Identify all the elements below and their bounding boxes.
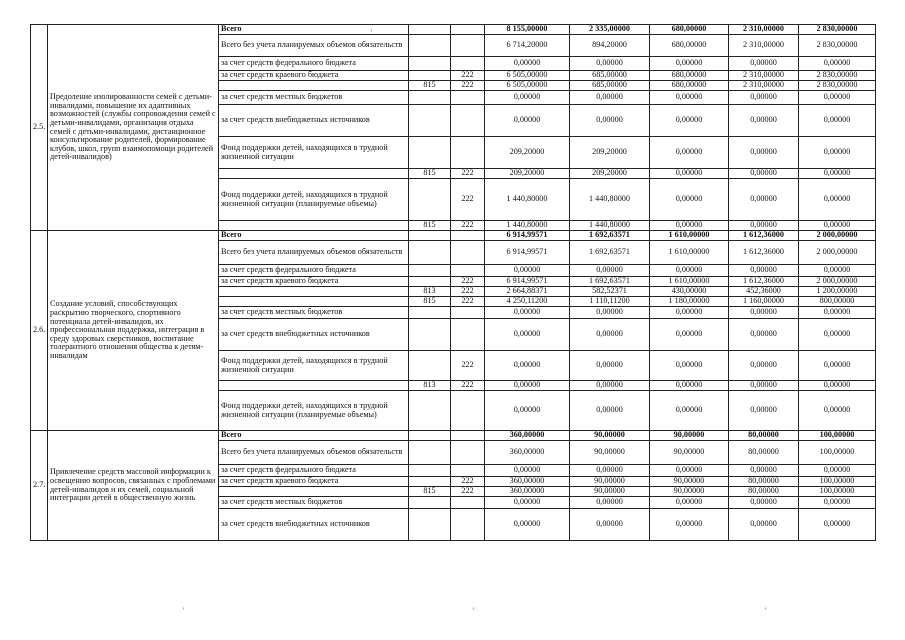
amount-cell: 2 335,00000 [570, 25, 650, 35]
amount-cell: 8 155,00000 [485, 25, 570, 35]
section-code [451, 231, 485, 241]
amount-cell: 2 310,00000 [729, 25, 799, 35]
section-code: 222 [451, 221, 485, 231]
amount-cell: 1 440,80000 [570, 179, 650, 221]
amount-cell: 1 692,63571 [570, 241, 650, 265]
amount-cell: 0,00000 [485, 319, 570, 351]
amount-cell: 2 664,88371 [485, 287, 570, 297]
amount-cell: 0,00000 [570, 105, 650, 137]
amount-cell: 0,00000 [485, 351, 570, 381]
section-code [451, 241, 485, 265]
amount-cell: 0,00000 [570, 351, 650, 381]
amount-cell: 0,00000 [799, 179, 876, 221]
amount-cell: 209,20000 [570, 137, 650, 169]
section-code [451, 465, 485, 477]
amount-cell: 0,00000 [650, 221, 729, 231]
section-code [451, 105, 485, 137]
section-title: Предоление изолированности семей с детьми-инвалидами, повышение их адаптивных возможностей (службы сопровождения семей с детьми-инвалидами, организация отдыха семей с детьми-инвалидами, дистанционное консультирование родителей, формирование клубов, школ, групп взаимопомощи родителей детей-инвалидов) [48, 25, 219, 231]
department-code [409, 57, 451, 71]
amount-cell: 0,00000 [485, 509, 570, 541]
amount-cell: 680,00000 [650, 81, 729, 91]
funding-source: Фонд поддержки детей, находящихся в трудной жизненной ситуации (планируемые объемы) [219, 391, 409, 431]
amount-cell: 0,00000 [729, 179, 799, 221]
scan-mark: ’ [764, 606, 767, 616]
department-code: 815 [409, 297, 451, 307]
funding-source: за счет средств краевого бюджета [219, 71, 409, 81]
amount-cell: 0,00000 [799, 319, 876, 351]
amount-cell: 0,00000 [799, 105, 876, 137]
amount-cell: 0,00000 [650, 169, 729, 179]
amount-cell: 0,00000 [485, 465, 570, 477]
amount-cell: 2 830,00000 [799, 71, 876, 81]
funding-source: за счет средств краевого бюджета [219, 277, 409, 287]
funding-source: за счет средств федерального бюджета [219, 265, 409, 277]
amount-cell: 680,00000 [650, 35, 729, 57]
department-code: 815 [409, 81, 451, 91]
total-row [31, 25, 876, 35]
amount-cell: 0,00000 [729, 381, 799, 391]
department-code: 815 [409, 221, 451, 231]
funding-source: за счет средств местных бюджетов [219, 307, 409, 319]
amount-cell: 0,00000 [650, 137, 729, 169]
amount-cell: 0,00000 [485, 391, 570, 431]
amount-cell: 0,00000 [799, 265, 876, 277]
section-code [451, 25, 485, 35]
section-code [451, 265, 485, 277]
amount-cell: 0,00000 [650, 465, 729, 477]
amount-cell: 0,00000 [650, 381, 729, 391]
amount-cell: 0,00000 [485, 105, 570, 137]
section-code [451, 391, 485, 431]
section-code [451, 137, 485, 169]
amount-cell: 6 505,00000 [485, 81, 570, 91]
amount-cell: 1 610,00000 [650, 231, 729, 241]
amount-cell: 90,00000 [650, 477, 729, 487]
funding-source: за счет средств внебюджетных источников [219, 319, 409, 351]
amount-cell: 1 610,00000 [650, 277, 729, 287]
amount-cell: 0,00000 [729, 57, 799, 71]
amount-cell: 0,00000 [570, 91, 650, 105]
amount-cell: 0,00000 [799, 57, 876, 71]
funding-source: за счет средств федерального бюджета [219, 465, 409, 477]
department-code [409, 431, 451, 441]
amount-cell: 0,00000 [570, 57, 650, 71]
amount-cell: 360,00000 [485, 487, 570, 497]
department-code: 813 [409, 381, 451, 391]
amount-cell: 2 000,00000 [799, 241, 876, 265]
department-code [409, 307, 451, 319]
department-code [409, 35, 451, 57]
amount-cell: 6 914,99571 [485, 241, 570, 265]
department-code [409, 351, 451, 381]
funding-source: Всего [219, 431, 409, 441]
section-code [451, 441, 485, 465]
amount-cell: 6 914,99571 [485, 277, 570, 287]
section-code: 222 [451, 71, 485, 81]
amount-cell: 1 180,00000 [650, 297, 729, 307]
amount-cell: 1 160,00000 [729, 297, 799, 307]
amount-cell: 0,00000 [650, 319, 729, 351]
amount-cell: 0,00000 [799, 509, 876, 541]
amount-cell: 1 692,63571 [570, 231, 650, 241]
section-title: Привлечение средств массовой информации к освещению вопросов, связанных с проблемами детей-инвалидов и их семей, социальной интеграции детей в общественную жизнь [48, 431, 219, 541]
amount-cell: 0,00000 [570, 497, 650, 509]
funding-source: Фонд поддержки детей, находящихся в трудной жизненной ситуации [219, 351, 409, 381]
funding-source: Фонд поддержки детей, находящихся в трудной жизненной ситуации [219, 137, 409, 169]
department-code [409, 497, 451, 509]
section-code [451, 307, 485, 319]
amount-cell: 100,00000 [799, 441, 876, 465]
department-code: 815 [409, 487, 451, 497]
amount-cell: 1 440,80000 [485, 221, 570, 231]
funding-source: за счет средств местных бюджетов [219, 91, 409, 105]
department-code [409, 71, 451, 81]
amount-cell: 2 000,00000 [799, 231, 876, 241]
amount-cell: 0,00000 [799, 351, 876, 381]
amount-cell: 0,00000 [570, 465, 650, 477]
section-code [451, 91, 485, 105]
funding-source: Фонд поддержки детей, находящихся в трудной жизненной ситуации (планируемые объемы) [219, 179, 409, 221]
department-code [409, 241, 451, 265]
amount-cell: 2 310,00000 [729, 71, 799, 81]
amount-cell: 0,00000 [729, 465, 799, 477]
amount-cell: 0,00000 [570, 319, 650, 351]
funding-source [219, 381, 409, 391]
amount-cell: 1 612,36000 [729, 241, 799, 265]
amount-cell: 0,00000 [485, 497, 570, 509]
amount-cell: 209,20000 [570, 169, 650, 179]
department-code [409, 91, 451, 105]
amount-cell: 0,00000 [485, 381, 570, 391]
budget-table [30, 24, 876, 541]
amount-cell: 0,00000 [799, 465, 876, 477]
amount-cell: 0,00000 [485, 265, 570, 277]
amount-cell: 1 110,11200 [570, 297, 650, 307]
amount-cell: 1 440,80000 [570, 221, 650, 231]
section-code: 222 [451, 297, 485, 307]
amount-cell: 0,00000 [799, 307, 876, 319]
funding-source [219, 81, 409, 91]
department-code [409, 25, 451, 35]
scan-mark: ’ [182, 606, 185, 616]
amount-cell: 894,20000 [570, 35, 650, 57]
amount-cell: 680,00000 [650, 71, 729, 81]
amount-cell: 90,00000 [570, 441, 650, 465]
amount-cell: 90,00000 [570, 487, 650, 497]
amount-cell: 360,00000 [485, 441, 570, 465]
section-code: 222 [451, 487, 485, 497]
department-code [409, 319, 451, 351]
amount-cell: 0,00000 [650, 307, 729, 319]
amount-cell: 0,00000 [729, 391, 799, 431]
amount-cell: 6 914,99571 [485, 231, 570, 241]
amount-cell: 0,00000 [799, 169, 876, 179]
amount-cell: 6 714,20000 [485, 35, 570, 57]
funding-source [219, 297, 409, 307]
section-code [451, 35, 485, 57]
amount-cell: 1 440,80000 [485, 179, 570, 221]
funding-source: за счет средств краевого бюджета [219, 477, 409, 487]
amount-cell: 100,00000 [799, 477, 876, 487]
amount-cell: 685,00000 [570, 81, 650, 91]
department-code [409, 179, 451, 221]
amount-cell: 90,00000 [650, 487, 729, 497]
section-code [451, 497, 485, 509]
amount-cell: 4 250,11200 [485, 297, 570, 307]
amount-cell: 0,00000 [650, 509, 729, 541]
amount-cell: 360,00000 [485, 431, 570, 441]
amount-cell: 80,00000 [729, 477, 799, 487]
funding-source: за счет средств внебюджетных источников [219, 105, 409, 137]
section-title: Создание условий, способствующих раскрытию творческого, спортивного потенциала детей-инвалидов, их профессиональная поддержка, интеграция в среду здоровых сверстников, воспитание толерантного отношения общества к детям-инвалидам [48, 231, 219, 431]
amount-cell: 1 200,00000 [799, 287, 876, 297]
section-code [451, 319, 485, 351]
amount-cell: 0,00000 [650, 351, 729, 381]
amount-cell: 90,00000 [570, 477, 650, 487]
section-code [451, 431, 485, 441]
amount-cell: 2 310,00000 [729, 35, 799, 57]
amount-cell: 0,00000 [485, 307, 570, 319]
department-code [409, 509, 451, 541]
funding-source: Всего [219, 25, 409, 35]
amount-cell: 0,00000 [650, 391, 729, 431]
funding-source: Всего без учета планируемых объемов обязательств [219, 441, 409, 465]
department-code [409, 137, 451, 169]
amount-cell: 0,00000 [650, 105, 729, 137]
amount-cell: 430,00000 [650, 287, 729, 297]
amount-cell: 0,00000 [729, 105, 799, 137]
department-code [409, 441, 451, 465]
amount-cell: 80,00000 [729, 431, 799, 441]
funding-source [219, 487, 409, 497]
funding-source: Всего [219, 231, 409, 241]
amount-cell: 80,00000 [729, 441, 799, 465]
amount-cell: 209,20000 [485, 137, 570, 169]
amount-cell: 0,00000 [799, 91, 876, 105]
funding-source [219, 221, 409, 231]
amount-cell: 680,00000 [650, 25, 729, 35]
amount-cell: 1 610,00000 [650, 241, 729, 265]
amount-cell: 0,00000 [570, 307, 650, 319]
department-code [409, 465, 451, 477]
section-code: 222 [451, 81, 485, 91]
amount-cell: 0,00000 [729, 265, 799, 277]
amount-cell: 0,00000 [799, 137, 876, 169]
amount-cell: 0,00000 [650, 91, 729, 105]
amount-cell: 0,00000 [729, 497, 799, 509]
amount-cell: 90,00000 [650, 441, 729, 465]
amount-cell: 582,52371 [570, 287, 650, 297]
section-number: 2.5. [31, 25, 48, 231]
budget-sheet [30, 24, 875, 599]
amount-cell: 800,00000 [799, 297, 876, 307]
funding-source [219, 287, 409, 297]
section-code: 222 [451, 169, 485, 179]
amount-cell: 2 310,00000 [729, 81, 799, 91]
section-code: 222 [451, 477, 485, 487]
amount-cell: 0,00000 [650, 497, 729, 509]
section-code: 222 [451, 287, 485, 297]
amount-cell: 2 830,00000 [799, 81, 876, 91]
amount-cell: 0,00000 [729, 351, 799, 381]
funding-source: Всего без учета планируемых объемов обязательств [219, 241, 409, 265]
amount-cell: 0,00000 [485, 57, 570, 71]
amount-cell: 0,00000 [729, 91, 799, 105]
amount-cell: 100,00000 [799, 487, 876, 497]
amount-cell: 0,00000 [799, 221, 876, 231]
amount-cell: 6 505,00000 [485, 71, 570, 81]
amount-cell: 0,00000 [729, 319, 799, 351]
amount-cell: 0,00000 [650, 179, 729, 221]
amount-cell: 0,00000 [729, 509, 799, 541]
amount-cell: 0,00000 [799, 391, 876, 431]
amount-cell: 0,00000 [570, 391, 650, 431]
amount-cell: 90,00000 [570, 431, 650, 441]
department-code [409, 277, 451, 287]
section-number: 2.7. [31, 431, 48, 541]
amount-cell: 0,00000 [799, 497, 876, 509]
scan-mark: ’ [370, 28, 373, 38]
funding-source: за счет средств федерального бюджета [219, 57, 409, 71]
amount-cell: 0,00000 [485, 91, 570, 105]
amount-cell: 2 830,00000 [799, 25, 876, 35]
amount-cell: 0,00000 [570, 381, 650, 391]
department-code [409, 391, 451, 431]
total-row [31, 231, 876, 241]
funding-source: за счет средств внебюджетных источников [219, 509, 409, 541]
section-code: 222 [451, 381, 485, 391]
amount-cell: 0,00000 [650, 57, 729, 71]
amount-cell: 0,00000 [729, 169, 799, 179]
amount-cell: 1 612,36000 [729, 277, 799, 287]
amount-cell: 1 692,63571 [570, 277, 650, 287]
section-code: 222 [451, 351, 485, 381]
scan-mark: ’ [472, 606, 475, 616]
section-code: 222 [451, 277, 485, 287]
amount-cell: 360,00000 [485, 477, 570, 487]
total-row [31, 431, 876, 441]
amount-cell: 90,00000 [650, 431, 729, 441]
department-code: 813 [409, 287, 451, 297]
department-code: 815 [409, 169, 451, 179]
section-code: 222 [451, 179, 485, 221]
department-code [409, 231, 451, 241]
amount-cell: 2 000,00000 [799, 277, 876, 287]
department-code [409, 265, 451, 277]
amount-cell: 0,00000 [570, 265, 650, 277]
funding-source [219, 169, 409, 179]
amount-cell: 685,00000 [570, 71, 650, 81]
amount-cell: 2 830,00000 [799, 35, 876, 57]
department-code [409, 477, 451, 487]
amount-cell: 209,20000 [485, 169, 570, 179]
amount-cell: 1 612,36000 [729, 231, 799, 241]
amount-cell: 0,00000 [729, 221, 799, 231]
amount-cell: 0,00000 [729, 137, 799, 169]
section-code [451, 509, 485, 541]
section-code [451, 57, 485, 71]
amount-cell: 452,36000 [729, 287, 799, 297]
amount-cell: 0,00000 [729, 307, 799, 319]
amount-cell: 100,00000 [799, 431, 876, 441]
amount-cell: 0,00000 [650, 265, 729, 277]
amount-cell: 0,00000 [570, 509, 650, 541]
funding-source: за счет средств местных бюджетов [219, 497, 409, 509]
amount-cell: 0,00000 [799, 381, 876, 391]
section-number: 2.6. [31, 231, 48, 431]
funding-source: Всего без учета планируемых объемов обязательств [219, 35, 409, 57]
department-code [409, 105, 451, 137]
amount-cell: 80,00000 [729, 487, 799, 497]
